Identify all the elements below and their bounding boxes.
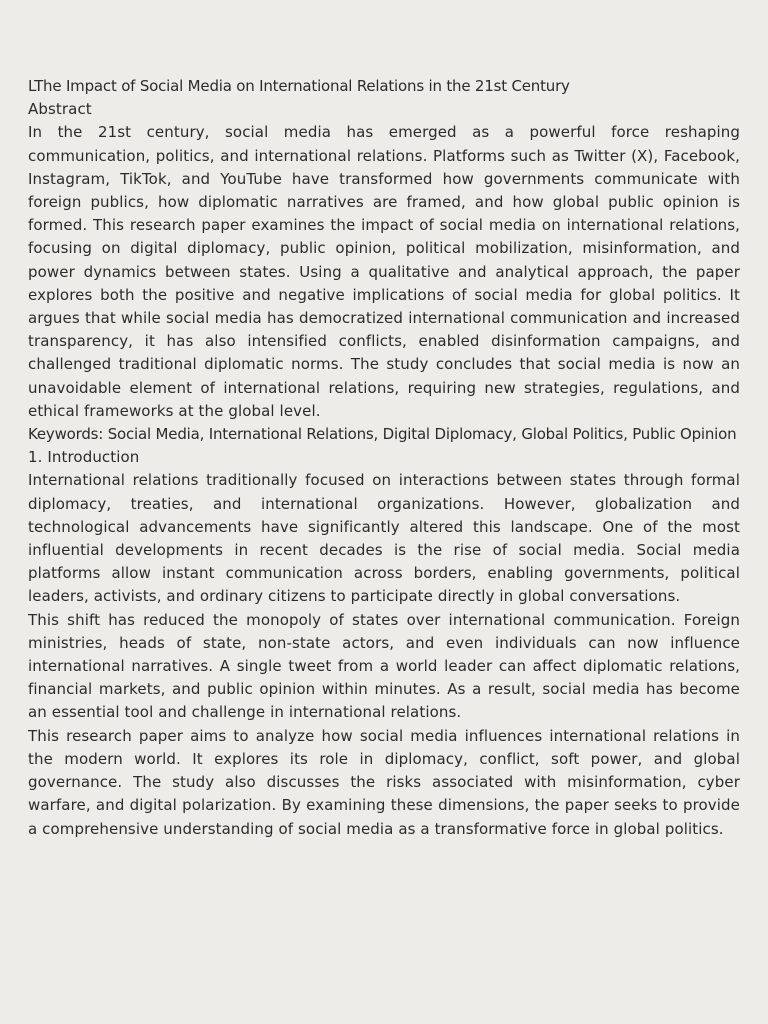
introduction-heading: 1. Introduction — [28, 448, 140, 467]
intro-paragraph-2: This shift has reduced the monopoly of states over international communication. Foreign ministries, heads of state, non-state actors, and even individuals can now influence international narratives. A single tweet from a world leader can affect diplomatic relations, financial markets, and public opinion within minutes. As a result, social media has become an essential tool and challenge in international relations. — [28, 610, 740, 722]
abstract-heading: Abstract — [28, 100, 92, 119]
keywords-line: Keywords: Social Media, International Relations, Digital Diplomacy, Global Politics, Public Opinion — [28, 425, 737, 444]
document-title: LThe Impact of Social Media on International Relations in the 21st Century — [28, 77, 570, 95]
intro-paragraph-1: International relations traditionally focused on interactions between states through formal diplomacy, treaties, and international organizations. However, globalization and technological advancements have significantly altered this landscape. One of the most influential developments in recent decades is the rise of social media. Social media platforms allow instant communication across borders, enabling governments, political leaders, activists, and ordinary citizens to participate directly in global conversations. — [28, 471, 740, 606]
intro-paragraph-3: This research paper aims to analyze how social media influences international relations in the modern world. It explores its role in diplomacy, conflict, soft power, and global governance. The study also discusses the risks associated with misinformation, cyber warfare, and digital polarization. By examining these dimensions, the paper seeks to provide a comprehensive understanding of social media as a transformative force in global politics. — [28, 726, 740, 838]
document-page — [28, 75, 740, 841]
abstract-paragraph: In the 21st century, social media has emerged as a powerful force reshaping communication, politics, and international relations. Platforms such as Twitter (X), Facebook, Instagram, TikTok, and YouTube have transformed how governments communicate with foreign publics, how diplomatic narratives are framed, and how global public opinion is formed. This research paper examines the impact of social media on international relations, focusing on digital diplomacy, public opinion, political mobilization, misinformation, and power dynamics between states. Using a qualitative and analytical approach, the paper explores both the positive and negative implications of social media for global politics. It argues that while social media has democratized international communication and increased transparency, it has also intensified conflicts, enabled disinformation campaigns, and challenged traditional diplomatic norms. The study concludes that social media is now an unavoidable element of international relations, requiring new strategies, regulations, and ethical frameworks at the global level. — [28, 123, 740, 420]
